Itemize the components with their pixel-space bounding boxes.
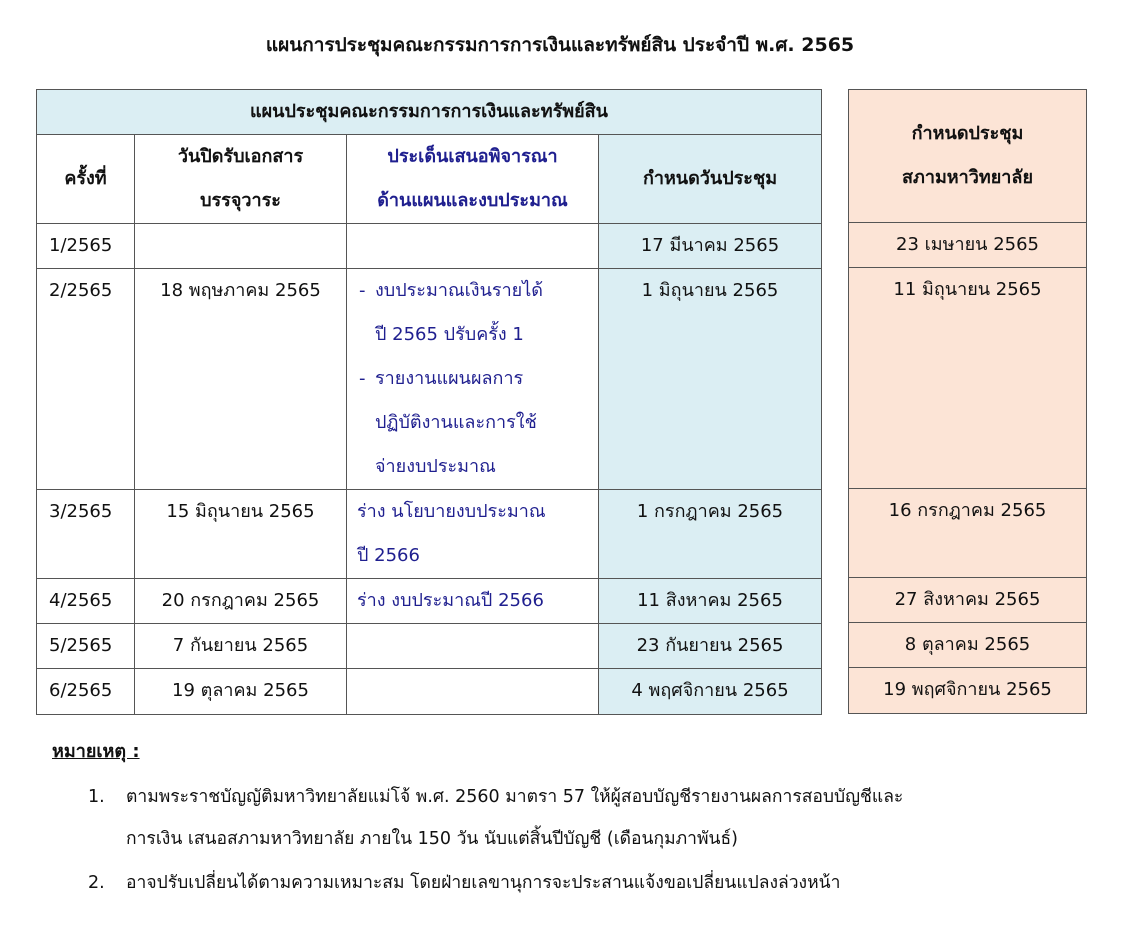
round-cell: 1/2565 xyxy=(37,224,135,269)
close-date-cell: 18 พฤษภาคม 2565 xyxy=(135,269,347,490)
table-row xyxy=(37,669,822,715)
round-cell: 3/2565 xyxy=(37,490,135,579)
meeting-date-cell: 1 มิถุนายน 2565 xyxy=(599,269,822,490)
close-date-cell xyxy=(135,224,347,269)
council-date-cell: 19 พฤศจิกายน 2565 xyxy=(849,668,1087,714)
col-header-close-line2: บรรจุวาระ xyxy=(200,190,281,211)
council-date-cell: 16 กรกฎาคม 2565 xyxy=(849,489,1087,578)
council-header xyxy=(849,90,1087,223)
col-header-close-date xyxy=(135,135,347,224)
round-cell: 5/2565 xyxy=(37,624,135,669)
table-row xyxy=(37,579,822,624)
note-line: ตามพระราชบัญญัติมหาวิทยาลัยแม่โจ้ พ.ศ. 2560 มาตรา 57 ให้ผู้สอบบัญชีรายงานผลการสอบบัญชีและ xyxy=(126,787,904,807)
agenda-cell xyxy=(347,669,599,715)
agenda-line: ปี 2566 xyxy=(357,545,420,566)
agenda-dash: - xyxy=(359,368,366,389)
meeting-date-cell: 4 พฤศจิกายน 2565 xyxy=(599,669,822,715)
table-row xyxy=(37,490,822,579)
agenda-item xyxy=(359,357,598,489)
agenda-cell xyxy=(347,624,599,669)
note-item xyxy=(88,776,1088,860)
meeting-date-cell: 11 สิงหาคม 2565 xyxy=(599,579,822,624)
close-date-cell: 20 กรกฎาคม 2565 xyxy=(135,579,347,624)
note-line: การเงิน เสนอสภามหาวิทยาลัย ภายใน 150 วัน นับแต่สิ้นปีบัญชี (เดือนกุมภาพันธ์) xyxy=(126,829,739,849)
council-header-line2: สภามหาวิทยาลัย xyxy=(901,167,1033,188)
col-header-round: ครั้งที่ xyxy=(37,135,135,224)
agenda-cell xyxy=(347,269,599,490)
col-header-agenda-line1: ประเด็นเสนอพิจารณา xyxy=(387,146,558,167)
council-header-line1: กำหนดประชุม xyxy=(911,123,1024,144)
table-row xyxy=(849,223,1087,268)
note-number: 2. xyxy=(88,873,105,893)
agenda-cell xyxy=(347,224,599,269)
round-cell: 2/2565 xyxy=(37,269,135,490)
agenda-line: ปี 2565 ปรับครั้ง 1 xyxy=(375,324,524,345)
table-row xyxy=(37,224,822,269)
col-header-close-line1: วันปิดรับเอกสาร xyxy=(177,146,304,167)
page-title: แผนการประชุมคณะกรรมการการเงินและทรัพย์สิน ประจำปี พ.ศ. 2565 xyxy=(265,34,855,56)
council-meeting-table xyxy=(848,89,1087,714)
col-header-meeting-date: กำหนดวันประชุม xyxy=(599,135,822,224)
council-date-cell: 23 เมษายน 2565 xyxy=(849,223,1087,268)
table-row xyxy=(849,668,1087,714)
meeting-date-cell: 23 กันยายน 2565 xyxy=(599,624,822,669)
table-row xyxy=(849,578,1087,623)
table-row xyxy=(37,624,822,669)
close-date-cell: 7 กันยายน 2565 xyxy=(135,624,347,669)
agenda-line: งบประมาณเงินรายได้ xyxy=(375,280,543,301)
meeting-plan-table xyxy=(36,89,822,715)
agenda-line: ปฏิบัติงานและการใช้ xyxy=(375,412,537,433)
council-date-cell: 11 มิถุนายน 2565 xyxy=(849,268,1087,489)
table-group-header: แผนประชุมคณะกรรมการการเงินและทรัพย์สิน xyxy=(37,90,822,135)
round-cell: 4/2565 xyxy=(37,579,135,624)
col-header-agenda-line2: ด้านแผนและงบประมาณ xyxy=(377,190,568,211)
agenda-item xyxy=(359,269,598,357)
table-row xyxy=(849,268,1087,489)
table-row xyxy=(37,269,822,490)
note-item xyxy=(88,862,1088,904)
council-date-cell: 27 สิงหาคม 2565 xyxy=(849,578,1087,623)
table-row xyxy=(849,489,1087,578)
notes-title: หมายเหตุ : xyxy=(52,741,140,762)
agenda-dash: - xyxy=(359,280,366,301)
col-header-agenda xyxy=(347,135,599,224)
note-number: 1. xyxy=(88,787,105,807)
agenda-line: ร่าง นโยบายงบประมาณ xyxy=(357,501,546,522)
agenda-line: รายงานแผนผลการ xyxy=(375,368,524,389)
note-line: อาจปรับเปลี่ยนได้ตามความเหมาะสม โดยฝ่ายเลขานุการจะประสานแจ้งขอเปลี่ยนแปลงล่วงหน้า xyxy=(126,873,841,893)
meeting-date-cell: 1 กรกฎาคม 2565 xyxy=(599,490,822,579)
round-cell: 6/2565 xyxy=(37,669,135,715)
agenda-cell xyxy=(347,490,599,579)
council-date-cell: 8 ตุลาคม 2565 xyxy=(849,623,1087,668)
agenda-line: จ่ายงบประมาณ xyxy=(375,456,496,477)
close-date-cell: 19 ตุลาคม 2565 xyxy=(135,669,347,715)
meeting-date-cell: 17 มีนาคม 2565 xyxy=(599,224,822,269)
table-row xyxy=(849,623,1087,668)
close-date-cell: 15 มิถุนายน 2565 xyxy=(135,490,347,579)
agenda-cell: ร่าง งบประมาณปี 2566 xyxy=(347,579,599,624)
